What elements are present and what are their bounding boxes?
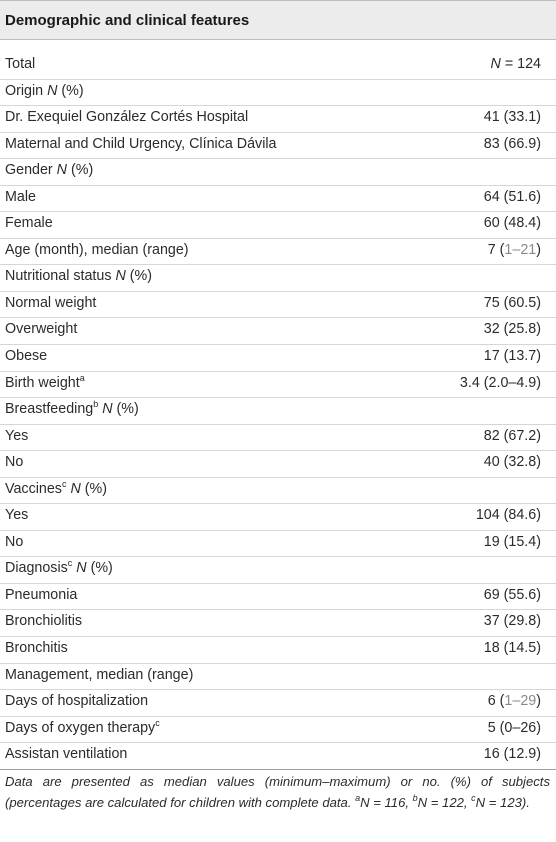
table-row	[0, 425, 556, 452]
row-value: 40 (32.8)	[483, 454, 541, 471]
table-row	[0, 80, 556, 107]
row-value: 6 (1–29)	[487, 693, 541, 710]
row-label: Male	[5, 188, 36, 205]
row-value: 41 (33.1)	[483, 109, 541, 126]
row-label: Maternal and Child Urgency, Clínica Dávila	[5, 135, 277, 152]
table-row	[0, 610, 556, 637]
row-value: 82 (67.2)	[483, 427, 541, 444]
table-body	[0, 53, 556, 770]
table-row	[0, 372, 556, 399]
table-title: Demographic and clinical features	[5, 12, 250, 29]
row-label: Normal weight	[5, 294, 97, 311]
row-value: 7 (1–21)	[487, 241, 541, 258]
row-label: Overweight	[5, 321, 78, 338]
row-label: Diagnosis$^c$ N (%)	[5, 558, 113, 577]
row-value: 104 (84.6)	[475, 507, 541, 524]
row-label: Pneumonia	[5, 586, 78, 603]
table-row	[0, 451, 556, 478]
row-value: 3.4 (2.0–4.9)	[459, 374, 541, 391]
row-label: Nutritional status N (%)	[5, 268, 153, 285]
row-label: Origin N (%)	[5, 82, 84, 99]
row-label: Vaccines$^c$ N (%)	[5, 478, 107, 497]
row-label: Management, median (range)	[5, 666, 194, 683]
table-row	[0, 53, 556, 80]
table-row	[0, 690, 556, 717]
row-value: 69 (55.6)	[483, 586, 541, 603]
table-row	[0, 637, 556, 664]
row-label: Yes	[5, 507, 29, 524]
table-row	[0, 557, 556, 584]
table-row	[0, 504, 556, 531]
table-row	[0, 292, 556, 319]
table-row	[0, 133, 556, 160]
row-value: 75 (60.5)	[483, 294, 541, 311]
row-label: Assistan ventilation	[5, 746, 128, 763]
row-label: Days of hospitalization	[5, 693, 149, 710]
row-label: Total	[5, 56, 36, 72]
table-row	[0, 345, 556, 372]
row-value: 16 (12.9)	[483, 746, 541, 763]
table-header	[0, 0, 556, 40]
table-row	[0, 239, 556, 266]
table-row	[0, 584, 556, 611]
row-value: 64 (51.6)	[483, 188, 541, 205]
row-label: No	[5, 533, 24, 550]
table-row	[0, 318, 556, 345]
row-label: Birth weight$^a$	[5, 372, 85, 391]
table-row	[0, 212, 556, 239]
table-row	[0, 717, 556, 744]
row-label: Bronchiolitis	[5, 613, 83, 630]
table-row	[0, 743, 556, 770]
row-label: Female	[5, 215, 53, 232]
row-value: 19 (15.4)	[483, 533, 541, 550]
table-row	[0, 265, 556, 292]
table-row	[0, 186, 556, 213]
table-row	[0, 398, 556, 425]
row-value: 17 (13.7)	[483, 348, 541, 365]
row-label: Days of oxygen therapy$^c$	[5, 717, 160, 736]
row-value: 60 (48.4)	[483, 215, 541, 232]
row-label: Gender N (%)	[5, 162, 94, 179]
row-label: Yes	[5, 427, 29, 444]
row-label: Age (month), median (range)	[5, 241, 189, 258]
row-label: Dr. Exequiel González Cortés Hospital	[5, 109, 249, 126]
row-value: 83 (66.9)	[483, 135, 541, 152]
row-value: N = 124	[490, 56, 541, 72]
table-row	[0, 478, 556, 505]
row-value: 18 (14.5)	[483, 640, 541, 657]
table-row	[0, 664, 556, 691]
table-footnote: Data are presented as median values (minimum–maximum) or no. (%) of subjects (percentages are calculated for children with complete data. $^a$N = 116, $^b$N = 122, $^c$N = 123).	[5, 774, 550, 810]
table-row	[0, 106, 556, 133]
row-label: Obese	[5, 348, 48, 365]
row-value: 5 (0–26)	[487, 719, 541, 736]
table-row	[0, 159, 556, 186]
row-label: Bronchitis	[5, 640, 68, 657]
row-label: Breastfeeding$^b$ N (%)	[5, 399, 139, 418]
row-value: 37 (29.8)	[483, 613, 541, 630]
row-value: 32 (25.8)	[483, 321, 541, 338]
row-label: No	[5, 454, 24, 471]
table-row	[0, 531, 556, 558]
